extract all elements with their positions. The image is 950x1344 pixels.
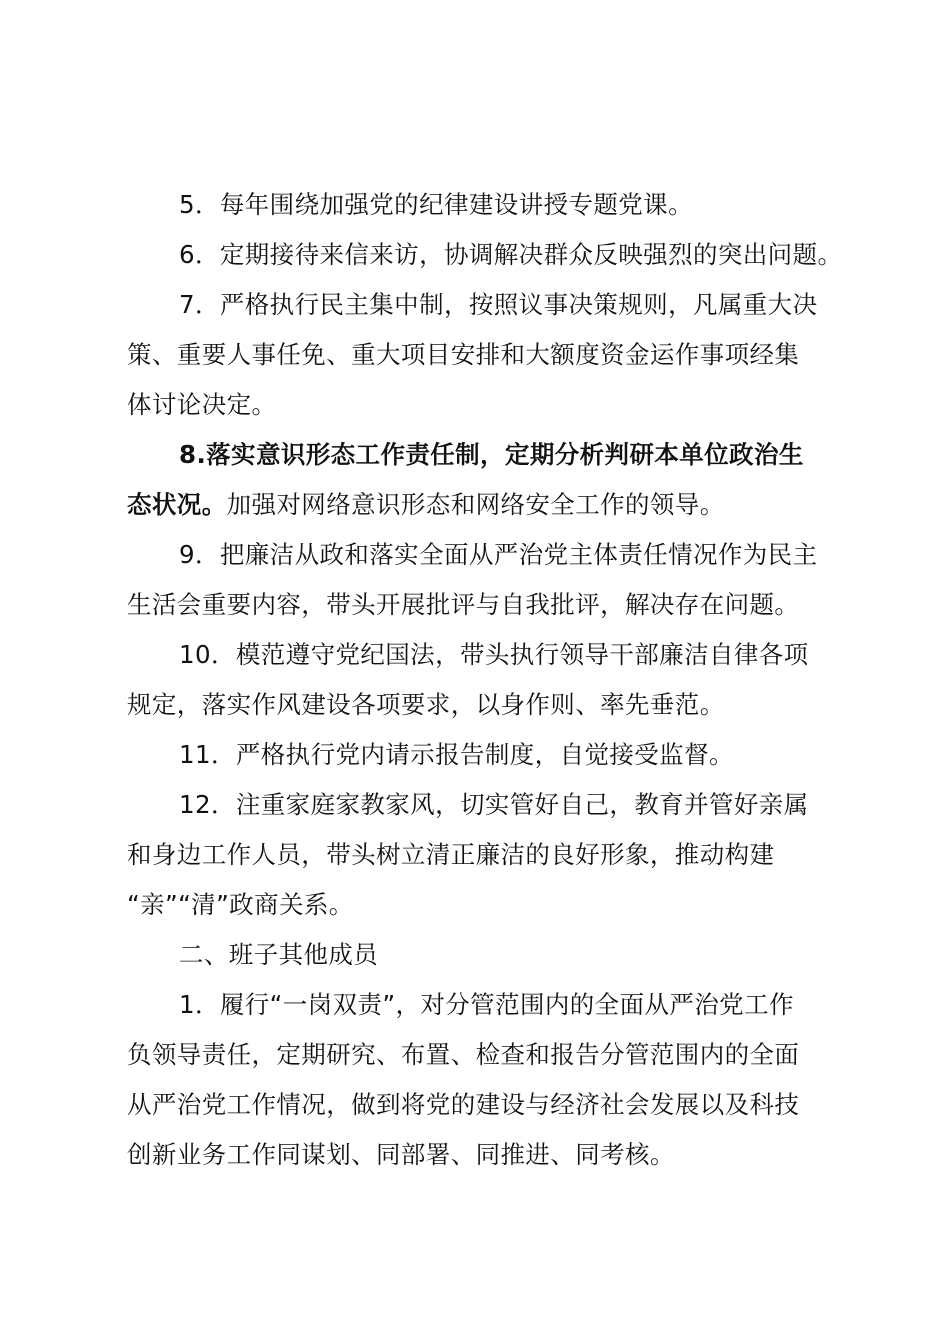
paragraph-line: 10．模范遵守党纪国法，带头执行领导干部廉洁自律各项 (179, 640, 809, 669)
bold-phrase: 态状况。 (127, 490, 227, 519)
paragraph-line: 策、重要人事任免、重大项目安排和大额度资金运作事项经集 (127, 340, 800, 369)
paragraph-line: 11．严格执行党内请示报告制度，自觉接受监督。 (179, 740, 734, 769)
mixed-paragraph-line (127, 480, 725, 530)
section-heading: 二、班子其他成员 (179, 940, 379, 969)
paragraph-line: “亲”“清”政商关系。 (127, 890, 354, 919)
paragraph-line: 7．严格执行民主集中制，按照议事决策规则，凡属重大决 (179, 290, 818, 319)
paragraph-line: 负领导责任，定期研究、布置、检查和报告分管范围内的全面 (127, 1040, 800, 1069)
paragraph-line: 从严治党工作情况，做到将党的建设与经济社会发展以及科技 (127, 1090, 800, 1119)
paragraph-line: 5．每年围绕加强党的纪律建设讲授专题党课。 (179, 190, 693, 219)
bold-paragraph-line: 8.落实意识形态工作责任制，定期分析判研本单位政治生 (179, 440, 804, 469)
regular-phrase: 加强对网络意识形态和网络安全工作的领导。 (226, 490, 725, 519)
paragraph-line: 生活会重要内容，带头开展批评与自我批评，解决存在问题。 (127, 590, 800, 619)
paragraph-line: 和身边工作人员，带头树立清正廉洁的良好形象，推动构建 (127, 840, 775, 869)
paragraph-line: 9．把廉洁从政和落实全面从严治党主体责任情况作为民主 (179, 540, 818, 569)
paragraph-line: 12．注重家庭家教家风，切实管好自己，教育并管好亲属 (179, 790, 809, 819)
paragraph-line: 体讨论决定。 (127, 390, 277, 419)
paragraph-line: 创新业务工作同谋划、同部署、同推进、同考核。 (127, 1140, 675, 1169)
paragraph-line: 6．定期接待来信来访，协调解决群众反映强烈的突出问题。 (179, 240, 843, 269)
paragraph-line: 规定，落实作风建设各项要求，以身作则、率先垂范。 (127, 690, 725, 719)
paragraph-line: 1．履行“一岗双责”，对分管范围内的全面从严治党工作 (179, 990, 794, 1019)
